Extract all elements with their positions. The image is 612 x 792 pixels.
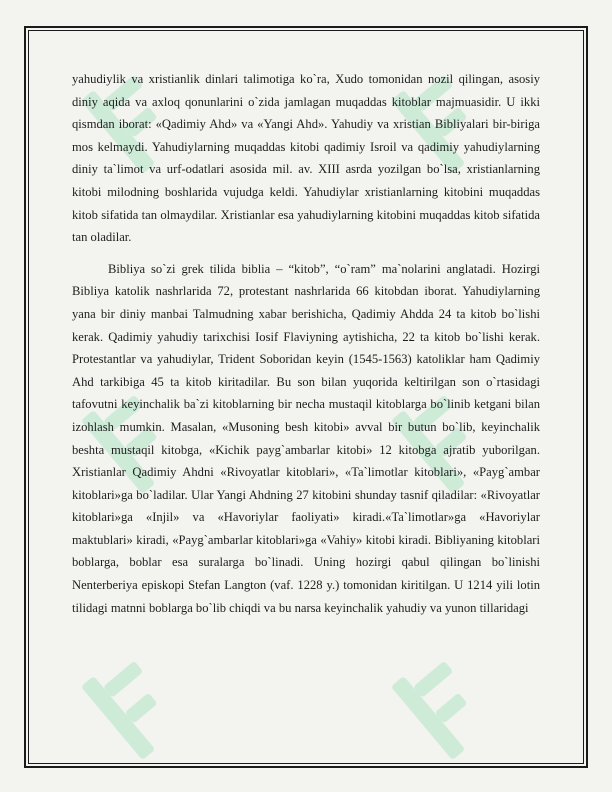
paragraph: yahudiylik va xristianlik dinlari talimotiga ko`ra, Xudo tomonidan nozil qilingan, asosiy diniy aqida va axloq qonunlarini o`zida jamlagan muqaddas kitoblar majmuasidir. U ikki qismdan iborat: «Qadimiy Ahd» va «Yangi Ahd». Yahudiy va xristian Bibliyalari bir-biriga mos kelmaydi. Yahudiylarning muqaddas kitobi qadimiy Isroil va qadimiy yahudiylarning diniy ta`limot va urf-odatlari asosida mil. av. XIII asrda yozilgan bo`lsa, xristianlarning kitobi milodning boshlarida vujudga keldi. Yahudiylar xristianlarning kitobini muqaddas kitob sifatida tan olmaydilar. Xristianlar esa yahudiylarning kitobini muqaddas kitob sifatida tan oladilar. bbox=[72, 72, 540, 245]
document-body bbox=[72, 68, 540, 619]
paragraph: Bibliya so`zi grek tilida biblia – “kitob”, “o`ram” ma`nolarini anglatadi. Hozirgi Bibliya katolik nashrlarida 72, protestant nashrlarida 66 kitobdan iborat. Yahudiylarning yana bir diniy manbai Talmudning xabar berishicha, Qadimiy Ahdda 24 ta kitob bo`lishi kerak. Qadimiy yahudiy tarixchisi Iosif Flaviyning aytishicha, 22 ta kitob bo`lishi kerak. Protestantlar va yahudiylar, Trident Soboridan keyin (1545-1563) katoliklar ham Qadimiy Ahd tarkibiga 45 ta kitob kiritadilar. Bu son bilan yuqorida keltirilgan son o`rtasidagi tafovutni keyinchalik ba`zi kitoblarning bir necha mustaqil kitoblarga bo`linib ketgani bilan izohlash mumkin. Masalan, «Musoning besh kitobi» avval bir butun bo`lib, keyinchalik beshta mustaqil kitobga, «Kichik payg`ambarlar kitobi» 12 kitobga ajratib yuborilgan. Xristianlar Qadimiy Ahdni «Rivoyatlar kitoblari», «Ta`limotlar kitoblari», «Payg`ambar kitoblari»ga bo`ladilar. Ular Yangi Ahdning 27 kitobini shunday tasnif qiladilar: «Rivoyatlar kitoblari»ga «Injil» va «Havoriylar faoliyati» kiradi.«Ta`limotlar»ga «Havoriylar maktublari» kiradi, «Payg`ambarlar kitoblari»ga «Vahiy» kitobi kiradi. Bibliyaning kitoblari boblarga, boblar esa suralarga bo`linadi. Uning hozirgi qabul qilingan bo`linishi Nenterberiya episkopi Stefan Langton (vaf. 1228 y.) tomonidan kiritilgan. U 1214 yili lotin tilidagi matnni boblarga bo`lib chiqdi va bu narsa keyinchalik yahudiy va yunon tillaridagi bbox=[72, 261, 540, 615]
